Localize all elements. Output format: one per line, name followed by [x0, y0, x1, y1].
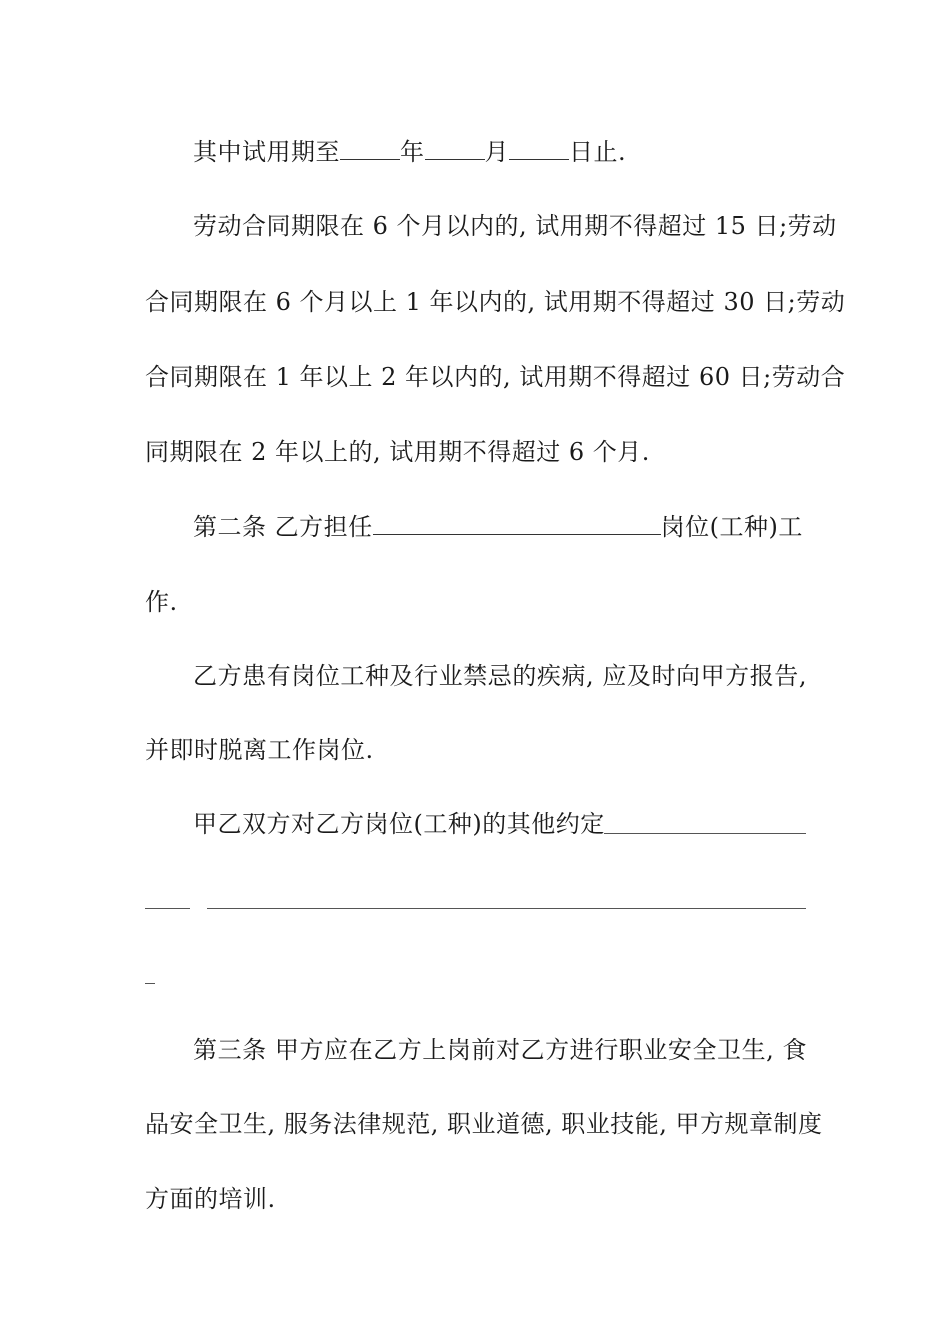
- day-blank[interactable]: [509, 137, 569, 160]
- trial-end-suffix: 日止.: [569, 138, 627, 166]
- other-agreement-blank[interactable]: [604, 833, 806, 834]
- other-agreement-text: 甲乙双方对乙方岗位(工种)的其他约定: [193, 810, 605, 838]
- illness-line: 乙方患有岗位工种及行业禁忌的疾病, 应及时向甲方报告,: [193, 662, 807, 690]
- other-agreement-line: [193, 809, 807, 839]
- article3-line: 方面的培训.: [145, 1185, 276, 1213]
- trial-rules-line: 合同期限在 6 个月以上 1 年以内的, 试用期不得超过 30 日;劳动: [145, 288, 846, 316]
- other-agreement-blank[interactable]: [207, 908, 806, 909]
- month-blank[interactable]: [425, 137, 485, 160]
- trial-rules-line: 同期限在 2 年以上的, 试用期不得超过 6 个月.: [145, 438, 650, 466]
- article2-cont: 作.: [145, 588, 178, 616]
- article3-line: 第三条 甲方应在乙方上岗前对乙方进行职业安全卫生, 食: [193, 1036, 807, 1064]
- trial-rules-line: 合同期限在 1 年以上 2 年以内的, 试用期不得超过 60 日;劳动合: [145, 363, 846, 391]
- article2-suffix: 岗位(工种)工: [660, 513, 803, 541]
- position-blank[interactable]: [373, 512, 661, 535]
- other-agreement-blank[interactable]: [145, 983, 155, 984]
- trial-end-prefix: 其中试用期至: [193, 138, 340, 166]
- article2-prefix: 第二条 乙方担任: [193, 513, 373, 541]
- other-agreement-blank[interactable]: [145, 908, 190, 909]
- trial-rules-line: 劳动合同期限在 6 个月以内的, 试用期不得超过 15 日;劳动: [193, 212, 837, 240]
- article2-line: [193, 512, 807, 542]
- year-label: 年: [400, 138, 425, 166]
- article3-line: 品安全卫生, 服务法律规范, 职业道德, 职业技能, 甲方规章制度: [145, 1110, 823, 1138]
- trial-end-line: [193, 137, 807, 167]
- month-label: 月: [484, 138, 509, 166]
- illness-line: 并即时脱离工作岗位.: [145, 736, 374, 764]
- year-blank[interactable]: [340, 137, 400, 160]
